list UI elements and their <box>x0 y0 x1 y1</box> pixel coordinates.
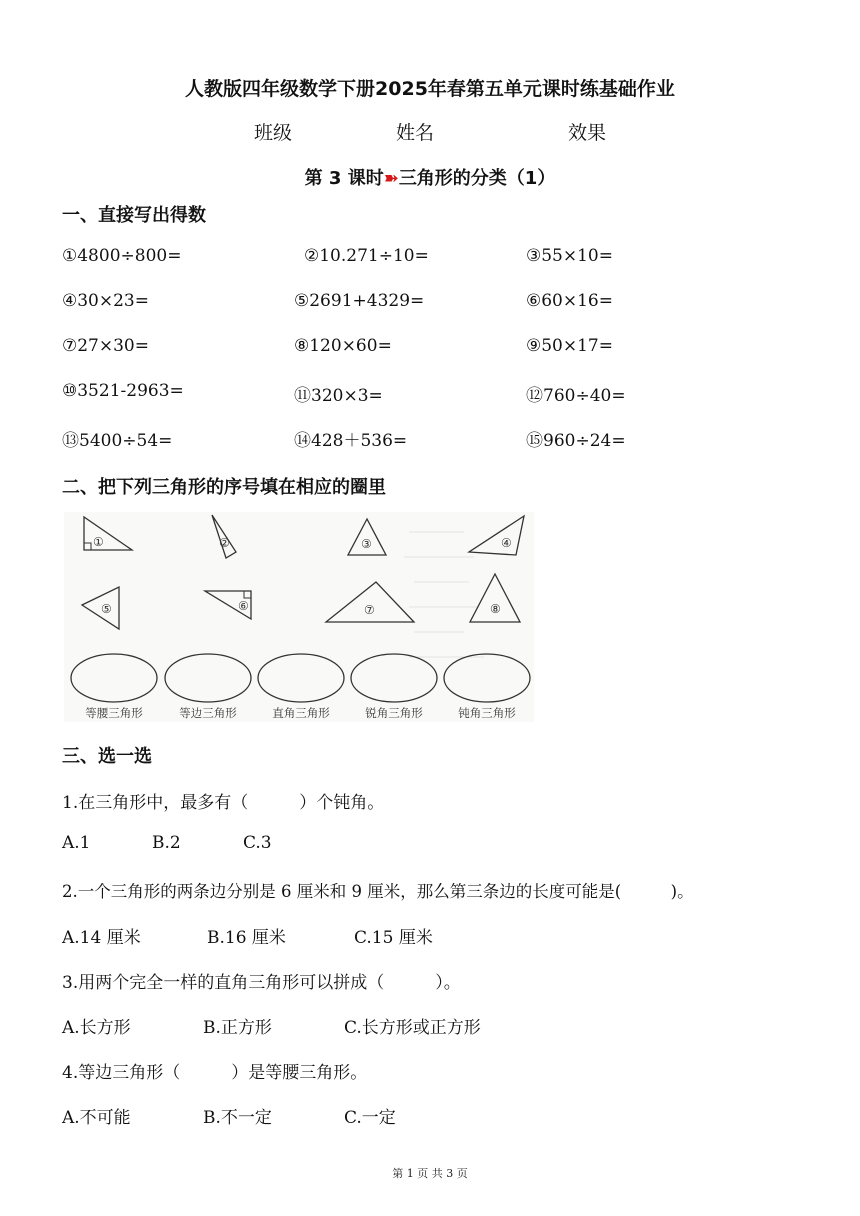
problem-14: ⑭428＋536= <box>294 431 408 451</box>
problem-12: ⑫760÷40= <box>526 386 626 406</box>
q1-option-a: A.1 <box>62 833 91 853</box>
triangle-number-1: ① <box>93 535 104 549</box>
triangle-number-7: ⑦ <box>364 603 375 617</box>
triangle-4 <box>469 516 524 555</box>
label-equilateral: 等边三角形 <box>179 706 237 720</box>
triangle-number-8: ⑧ <box>490 602 501 616</box>
question-2: 2.一个三角形的两条边分别是 6 厘米和 9 厘米，那么第三条边的长度可能是( )。 <box>62 882 694 901</box>
q3-option-c: C.长方形或正方形 <box>344 1018 481 1038</box>
ellipse-acute <box>351 654 437 702</box>
question-3: 3.用两个完全一样的直角三角形可以拼成（ ）。 <box>62 973 461 993</box>
problem-2: ②10.271÷10= <box>304 246 429 266</box>
q4-option-a: A.不可能 <box>62 1108 131 1128</box>
q3-option-b: B.正方形 <box>203 1018 272 1038</box>
label-isosceles: 等腰三角形 <box>85 706 143 720</box>
problem-3: ③55×10= <box>526 246 613 266</box>
problem-11: ⑪320×3= <box>294 386 383 406</box>
ellipse-equilateral <box>165 654 251 702</box>
q1-option-c: C.3 <box>243 833 272 853</box>
class-field-label: 班级 <box>254 122 293 144</box>
problem-1: ①4800÷800= <box>62 246 182 266</box>
problem-5: ⑤2691+4329= <box>294 291 425 311</box>
problem-13: ⑬5400÷54= <box>62 431 173 451</box>
q3-option-a: A.长方形 <box>62 1018 131 1038</box>
triangle-number-3: ③ <box>361 537 372 551</box>
triangle-number-5: ⑤ <box>101 602 112 616</box>
right-angle-mark-1 <box>84 543 91 550</box>
triangle-number-6: ⑥ <box>238 599 249 613</box>
result-field-label: 效果 <box>568 122 607 144</box>
section3-heading: 三、选一选 <box>62 746 152 767</box>
question-4: 4.等边三角形（ ）是等腰三角形。 <box>62 1063 368 1083</box>
triangle-figure-svg <box>64 512 534 722</box>
ellipse-isosceles <box>71 654 157 702</box>
problem-8: ⑧120×60= <box>294 336 392 356</box>
lesson-prefix: 第 3 课时 <box>304 168 384 189</box>
triangle-figure <box>64 512 534 722</box>
lesson-topic: 三角形的分类（1） <box>398 168 556 189</box>
page-footer: 第 1 页 共 3 页 <box>392 1167 468 1180</box>
q2-option-c: C.15 厘米 <box>354 928 433 948</box>
label-acute: 锐角三角形 <box>365 706 423 720</box>
problem-7: ⑦27×30= <box>62 336 149 356</box>
q2-option-b: B.16 厘米 <box>207 928 286 948</box>
q4-option-c: C.一定 <box>344 1108 396 1128</box>
page-title: 人教版四年级数学下册2025年春第五单元课时练基础作业 <box>185 78 675 100</box>
problem-15: ⑮960÷24= <box>526 431 626 451</box>
section1-heading: 一、直接写出得数 <box>62 205 206 226</box>
problem-6: ⑥60×16= <box>526 291 613 311</box>
arrow-icon: ➽ <box>383 168 399 189</box>
triangle-number-2: ② <box>219 536 230 550</box>
lesson-title <box>0 164 860 190</box>
q1-option-b: B.2 <box>152 833 181 853</box>
problem-4: ④30×23= <box>62 291 149 311</box>
ellipse-obtuse <box>444 654 530 702</box>
problem-10: ⑩3521-2963= <box>62 381 184 401</box>
label-right: 直角三角形 <box>272 706 330 720</box>
problem-9: ⑨50×17= <box>526 336 613 356</box>
name-field-label: 姓名 <box>396 122 435 144</box>
section2-heading: 二、把下列三角形的序号填在相应的圈里 <box>62 477 386 498</box>
ellipse-right <box>258 654 344 702</box>
label-obtuse: 钝角三角形 <box>458 706 516 720</box>
right-angle-mark-6 <box>244 591 251 598</box>
q4-option-b: B.不一定 <box>203 1108 272 1128</box>
q2-option-a: A.14 厘米 <box>62 928 141 948</box>
triangle-number-4: ④ <box>501 536 512 550</box>
question-1: 1.在三角形中，最多有（ ）个钝角。 <box>62 793 385 813</box>
